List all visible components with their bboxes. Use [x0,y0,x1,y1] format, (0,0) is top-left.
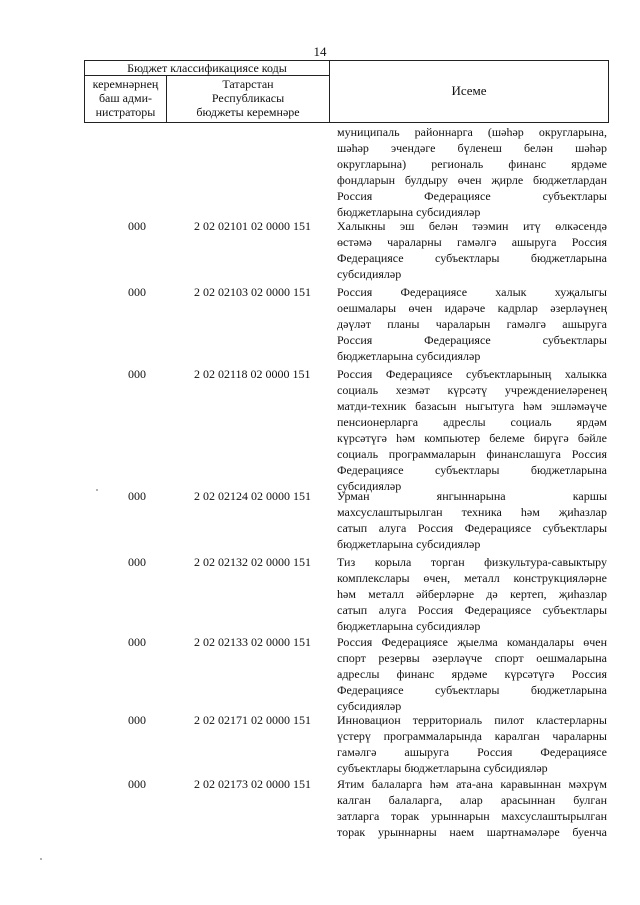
header-col-admin-line: керемнәрнең [92,77,159,91]
description-line: сатып алуга Россия Федерациясе субъектлары [337,521,607,535]
description-line: күрсәтүгә һәм компьютер белеме бирүгә бәйле [337,431,607,445]
description-line: өстәмә чараларны гамәлгә ашыруга Россия [337,235,607,249]
description-line: гамәлгә ашыруга Россия Федерациясе [337,745,607,759]
description-line: Федерациясе субъектлары бюджетларына [337,463,607,477]
admin-code: 000 [128,635,146,649]
scan-speck [40,858,42,860]
admin-code: 000 [128,367,146,381]
description-line: Тиз корыла торган физкультура-савыктыру [337,555,607,569]
header-group-title: Бюджет классификациясе коды [127,61,287,75]
description-line: калган балаларга, алар арасыннан булган [337,793,607,807]
budget-code: 2 02 02173 02 0000 151 [194,777,311,791]
admin-code: 000 [128,489,146,503]
row-description [337,554,607,634]
description-line: спорт резервы әзерләүче спорт оешмаларына [337,651,607,665]
admin-code: 000 [128,713,146,727]
description-line: махсуслаштырылган техника һәм җиһазлар [337,505,607,519]
admin-code: 000 [128,219,146,233]
row-description [337,776,607,840]
row-description [337,712,607,776]
header-col-admin-line: баш адми- [98,91,153,105]
description-line: затларга торак урыннарын махсуслаштырылган [337,809,607,823]
description-line: Халыкны эш белән тәэмин итү өлкәсендә [337,219,607,233]
budget-code: 2 02 02132 02 0000 151 [194,555,311,569]
continuation-line: шәһәр эчендәге бүленеш белән шәһәр [337,141,607,155]
scan-speck [96,489,98,491]
continuation-line: Россия Федерациясе субъектлары [337,189,607,203]
description-line: адреслы финанс ярдәме күрсәтүгә Россия [337,667,607,681]
description-line: Россия Федерациясе субъектларының халыкка [337,367,607,381]
description-line: дәүләт планы чараларын гамәлгә ашыруга [337,317,607,331]
description-line: Федерациясе субъектлары бюджетларына [337,251,607,265]
description-line: торак урыннарны наем шартнамәләре буенча [337,825,607,839]
description-line: сатып алуга Россия Федерациясе субъектлары [337,603,607,617]
row-description [337,284,607,364]
description-line: Россия Федерациясе халык хуҗалыгы [337,285,607,299]
description-line: Инновацион территориаль пилот кластерларны [337,713,607,727]
header-col-code-line: бюджеты керемнәре [196,105,300,119]
description-line: оешмалары өчен идарәче кадрлар әзерләүнең [337,301,607,315]
description-line: матди-техник базасын ныгытуга һәм эшләмәүче [337,399,607,413]
admin-code: 000 [128,777,146,791]
description-line: социаль хезмәт күрсәтү учреждениеләренең [337,383,607,397]
continuation-line: округларына) региональ финанс ярдәме [337,157,607,171]
budget-code: 2 02 02103 02 0000 151 [194,285,311,299]
continuation-line: муниципаль районнарга (шәһәр округларына, [337,125,607,139]
description-line: Россия Федерациясе субъектлары [337,333,607,347]
description-line: бюджетларына субсидияләр [337,619,481,633]
description-line: комплекслары өчен, металл конструкцияләрне [337,571,607,585]
header-col-name: Исеме [451,83,487,98]
description-line: бюджетларына субсидияләр [337,349,481,363]
description-line: субсидияләр [337,479,402,493]
page-number: 14 [313,44,327,59]
row-description [337,634,607,714]
description-line: Ятим балаларга һәм ата-ана каравыннан мәхрүм [337,777,607,791]
description-line: үстерү программаларында каралган чараларны [337,729,607,743]
continuation-line: бюджетларына субсидияләр [337,205,481,219]
description-line: субсидияләр [337,267,402,281]
admin-code: 000 [128,555,146,569]
header-col-admin [84,77,167,119]
description-line: Федерациясе субъектлары бюджетларына [337,683,607,697]
admin-code: 000 [128,285,146,299]
header-col-code [166,77,330,119]
budget-code: 2 02 02118 02 0000 151 [194,367,311,381]
header-col-admin-line: нистраторы [95,105,156,119]
budget-code: 2 02 02124 02 0000 151 [194,489,311,503]
budget-code: 2 02 02171 02 0000 151 [194,713,311,727]
description-line: Урман янгыннарына каршы [337,489,607,503]
description-line: социаль программаларын финанслашуга Россия [337,447,607,461]
budget-code: 2 02 02101 02 0000 151 [194,219,311,233]
description-line: субсидияләр [337,699,402,713]
description-line: пенсионерларга адреслы социаль ярдәм [337,415,607,429]
description-line: һәм металл әйберләрне дә кертеп, җиһазлар [337,587,607,601]
continuation-text [337,124,607,220]
header-col-code-line: Татарстан [222,77,274,91]
description-line: субъектлары бюджетларына субсидияләр [337,761,548,775]
budget-code: 2 02 02133 02 0000 151 [194,635,311,649]
row-description [337,488,607,552]
description-line: Россия Федерациясе җыелма командалары өчен [337,635,607,649]
description-line: бюджетларына субсидияләр [337,537,481,551]
row-description [337,218,607,282]
continuation-line: фондларын булдыру өчен җирле бюджетлардан [337,173,607,187]
header-col-code-line: Республикасы [211,91,285,105]
row-description [337,366,607,494]
